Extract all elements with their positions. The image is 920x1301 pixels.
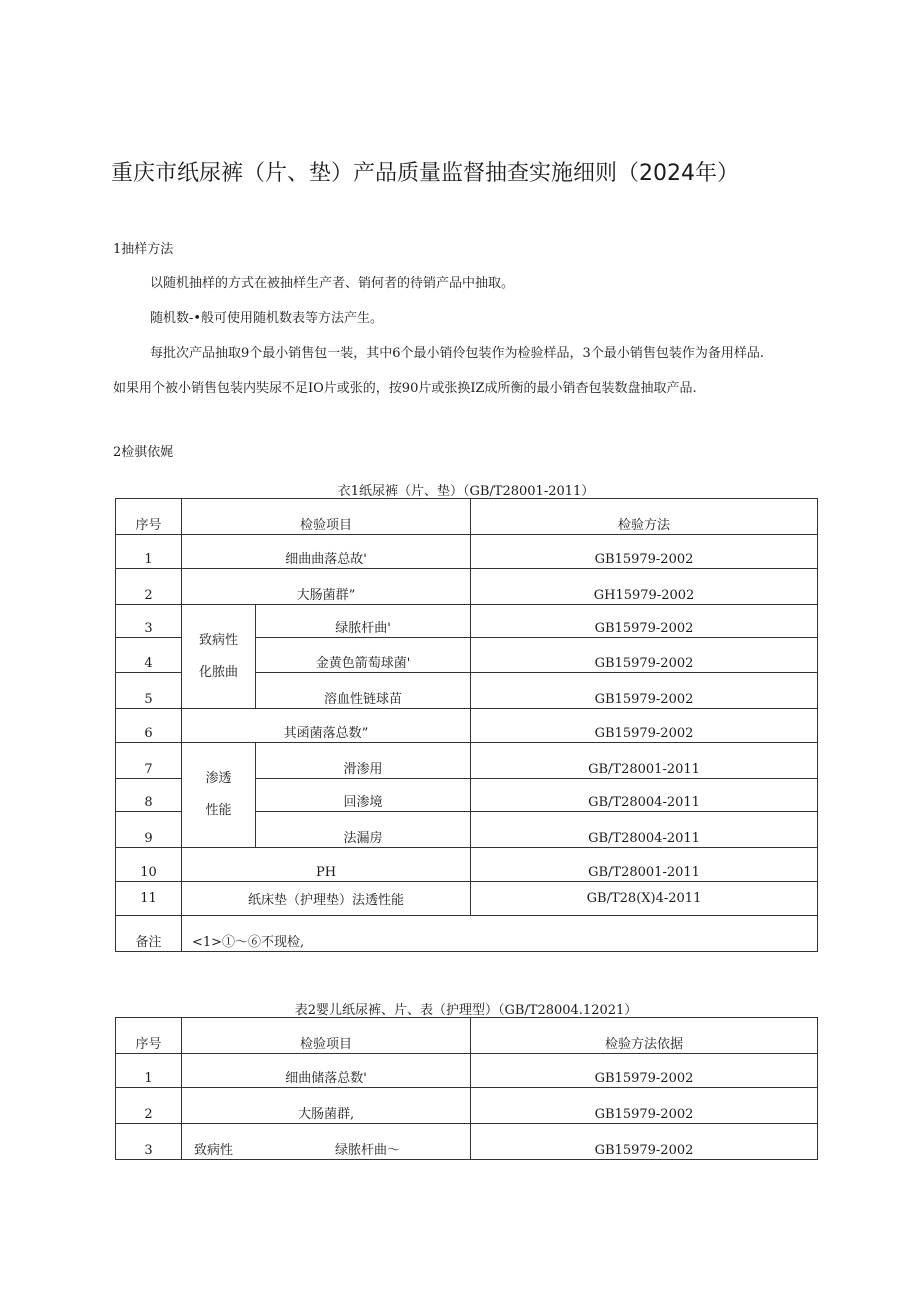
row-number: 5 (144, 692, 153, 707)
group-pathogenic-line-1: 致病性 (198, 632, 238, 648)
row-item: 金黄色箭萄球菌' (315, 656, 411, 671)
row-method: GB15979-2002 (594, 1071, 694, 1086)
row-number: 1 (144, 552, 153, 567)
row-item: 滑渗用 (343, 762, 383, 777)
row-method: GB/T28(X)4-2011 (586, 891, 702, 906)
row-item: 绿脓杆曲～ (335, 1143, 401, 1158)
row-item: 溶血性链球苗 (324, 692, 403, 707)
row-number: 8 (144, 795, 153, 810)
row-number: 6 (144, 726, 153, 741)
table-1-header-item: 检验项目 (300, 518, 353, 533)
row-item: 回渗境 (343, 795, 383, 810)
row-method: GH15979-2002 (593, 588, 695, 603)
notes-label: 备注 (135, 935, 162, 950)
row-method: GB15979-2002 (594, 1143, 694, 1158)
table-row (116, 709, 818, 743)
row-item: 细曲曲落总故' (285, 552, 367, 567)
table-row (116, 535, 818, 569)
row-number: 10 (140, 865, 157, 880)
table-2-header-row (116, 1018, 818, 1054)
table-row (116, 1088, 818, 1124)
notes-text: <1>①～⑥不现检, (192, 935, 305, 950)
row-method: GB15979-2002 (594, 1107, 694, 1122)
table-2 (115, 1017, 818, 1160)
table-1-header-row (116, 499, 818, 535)
section-1-paragraph-1: 以随机抽样的方式在被抽样生产者、销何者的待销产品中抽取。 (150, 276, 515, 291)
section-1-paragraph-2: 随机数-•般可使用随机数表等方法产生。 (150, 311, 384, 326)
row-method: GB/T28001-2011 (588, 865, 700, 880)
section-1-heading: 1抽样方法 (113, 242, 174, 257)
row-number: 9 (144, 831, 153, 846)
group-pathogenic (182, 605, 256, 709)
row-method: GB15979-2002 (594, 656, 694, 671)
row-item: 绿脓杆曲' (335, 621, 391, 636)
row-number: 2 (144, 1107, 153, 1122)
page-title: 重庆市纸尿裤（片、垫）产品质量监督抽查实施细则（2024年） (111, 161, 739, 186)
row-item: 细曲储落总数' (285, 1071, 367, 1086)
row-method: GB/T28004-2011 (588, 795, 700, 810)
table-row (116, 743, 818, 779)
group-permeability-line-2: 性能 (205, 803, 232, 818)
row-item: 纸床垫（护理垫）法透性能 (248, 893, 405, 908)
row-method: GB15979-2002 (594, 692, 694, 707)
table-1-notes-row (116, 916, 818, 952)
row-group: 致病性 (194, 1143, 234, 1158)
row-method: GB15979-2002 (594, 726, 694, 741)
table-row (116, 848, 818, 882)
table-1-caption: 衣1纸尿裤（片、垫）（GB/T28001-2011） (337, 484, 595, 499)
table-row (116, 605, 818, 638)
section-1-paragraph-3: 每批次产品抽取9个最小销售包一装，其中6个最小销伶包装作为检验样品，3个最小销售包装作为备用样品. (150, 346, 764, 361)
group-permeability (182, 743, 256, 848)
section-1-paragraph-3-cont: 如果用个被小销售包装内奘尿不足IO片或张的，按90片或张换IZ成所衡的最小销杳包装数盘抽取产品. (113, 381, 697, 396)
table-2-header-item: 检验项目 (300, 1037, 353, 1052)
row-number: 3 (144, 1143, 153, 1158)
section-2-heading: 2检骐依娓 (113, 445, 174, 460)
table-row (116, 1124, 818, 1160)
row-item: 大肠菌群, (297, 1107, 355, 1122)
table-2-header-no: 序号 (135, 1037, 162, 1052)
row-number: 7 (144, 762, 153, 777)
row-item: 法漏房 (343, 831, 383, 846)
row-item: PH (315, 865, 337, 880)
row-number: 11 (140, 891, 157, 906)
group-pathogenic-line-2: 化脓曲 (198, 664, 238, 680)
row-method: GB15979-2002 (594, 621, 694, 636)
row-item: 大肠菌群” (296, 588, 356, 603)
row-method: GB/T28001-2011 (588, 762, 700, 777)
row-item: 其函菌落总数” (283, 726, 369, 741)
row-number: 1 (144, 1071, 153, 1086)
table-1-header-no: 序号 (135, 518, 162, 533)
table-2-header-method: 检验方法依据 (605, 1037, 684, 1052)
row-number: 3 (144, 621, 153, 636)
table-row (116, 882, 818, 916)
table-2-caption: 表2婴儿纸尿裤、片、表（护理型）（GB/T28004.12021） (294, 1003, 638, 1018)
table-row (116, 569, 818, 605)
table-1-header-method: 检验方法 (618, 518, 671, 533)
row-number: 2 (144, 588, 153, 603)
row-number: 4 (144, 656, 153, 671)
row-method: GB15979-2002 (594, 552, 694, 567)
table-row (116, 1054, 818, 1088)
table-1 (115, 498, 818, 952)
group-permeability-line-1: 渗透 (205, 771, 232, 786)
row-method: GB/T28004-2011 (588, 831, 700, 846)
